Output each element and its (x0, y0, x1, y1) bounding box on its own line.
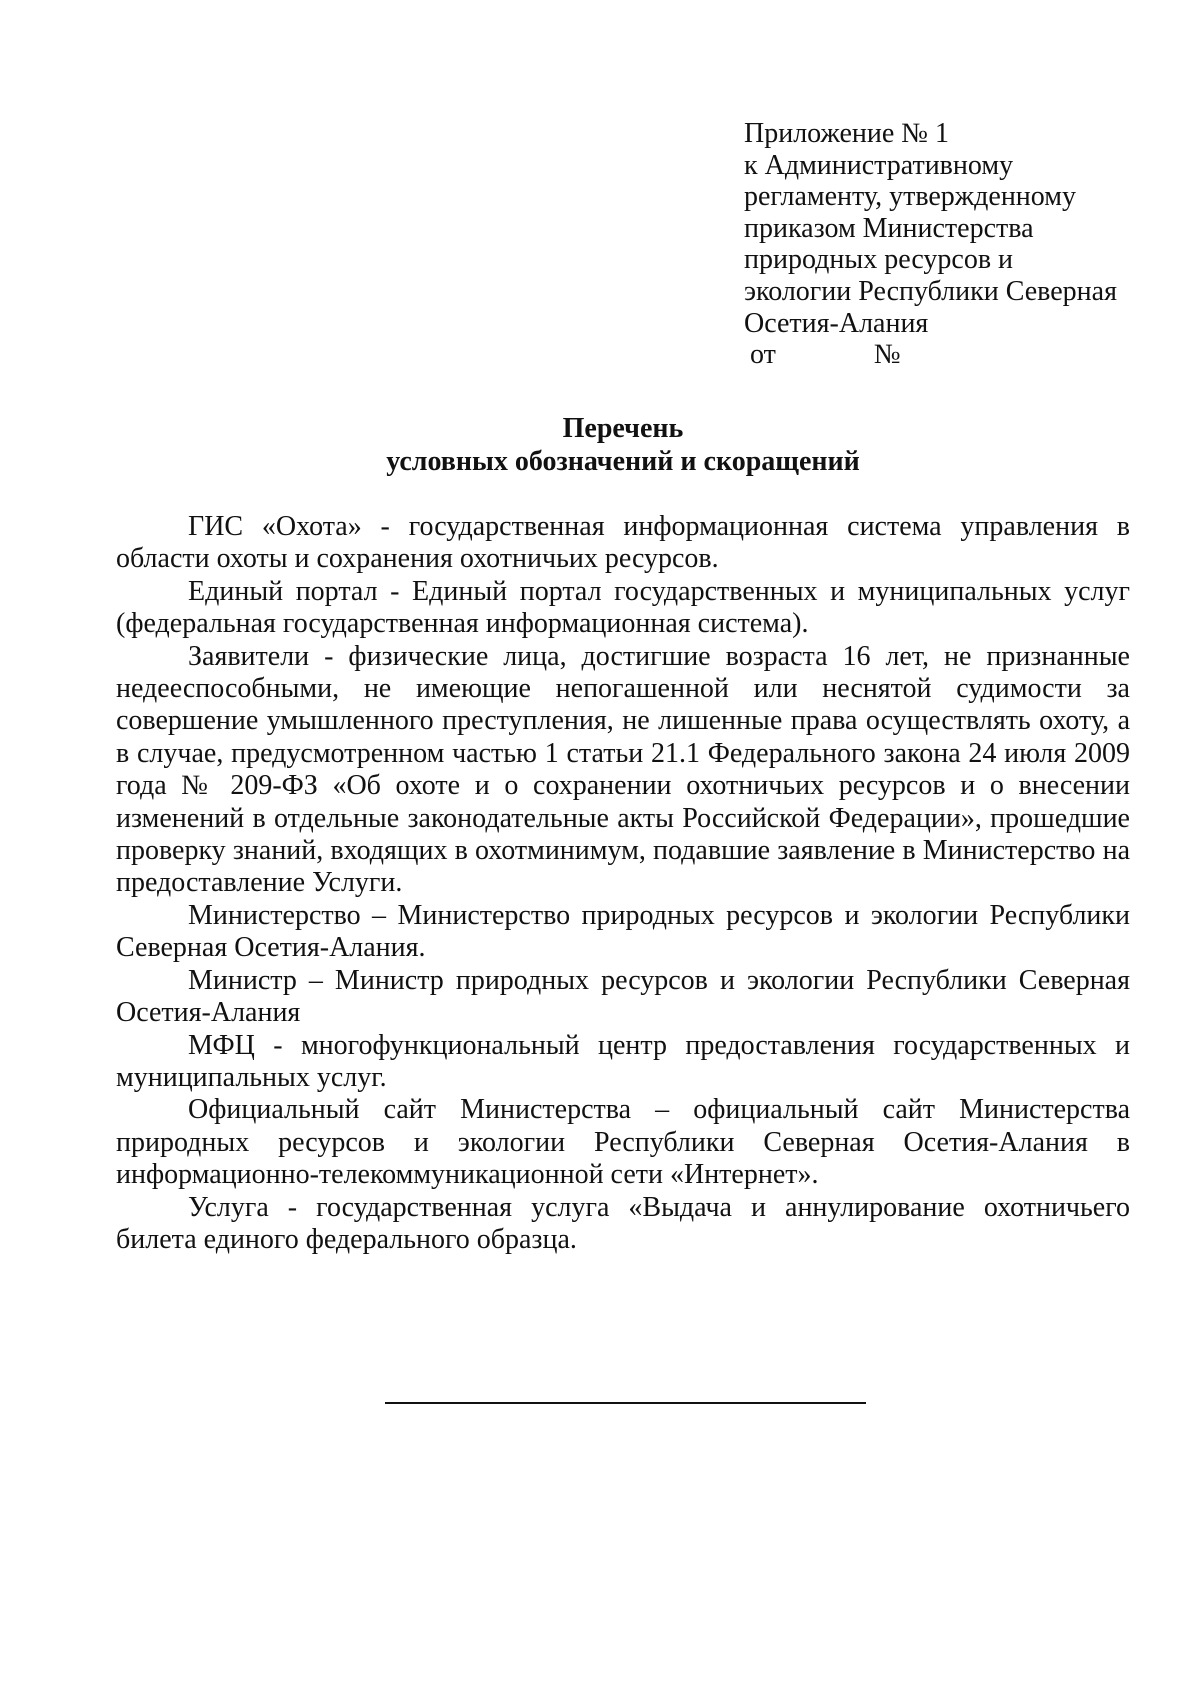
document-title: Перечень (562, 413, 684, 444)
appendix-date-number-line (744, 339, 1164, 371)
definition-paragraph: Официальный сайт Министерства – официальный сайт Министерства природных ресурсов и экологии Республики Северная Осетия-Алания в информационно-телекоммуникационной сети «Интернет». (116, 1094, 1130, 1191)
definition-paragraph: Министерство – Министерство природных ресурсов и экологии Республики Северная Осетия-Алания. (116, 899, 1130, 964)
definition-paragraph: Министр – Министр природных ресурсов и экологии Республики Северная Осетия-Алания (116, 964, 1130, 1029)
appendix-line: приказом Министерства (744, 212, 1034, 244)
definition-paragraph: ГИС «Охота» - государственная информационная система управления в области охоты и сохранения охотничьих ресурсов. (116, 511, 1130, 575)
appendix-line: экологии Республики Северная (744, 275, 1117, 307)
document-body (116, 511, 1130, 1256)
appendix-line: Осетия-Алания (744, 307, 929, 339)
document-subtitle: условных обозначений и скоращений (386, 446, 860, 477)
appendix-line: к Административному (744, 149, 1014, 181)
definition-paragraph: МФЦ - многофункциональный центр предоставления государственных и муниципальных услуг. (116, 1029, 1130, 1093)
appendix-line: Приложение № 1 (744, 118, 949, 149)
closing-divider (385, 1402, 866, 1404)
definition-paragraph: Услуга - государственная услуга «Выдача и аннулирование охотничьего билета единого федерального образца. (116, 1191, 1130, 1255)
appendix-header (744, 118, 1164, 371)
appendix-line: регламенту, утвержденному (744, 181, 1076, 213)
appendix-line: природных ресурсов и (744, 244, 1014, 276)
definition-paragraph: Единый портал - Единый портал государственных и муниципальных услуг (федеральная государственная информационная система). (116, 575, 1130, 640)
from-label: от (750, 339, 776, 371)
number-label: № (873, 339, 901, 371)
definition-paragraph: Заявители - физические лица, достигшие возраста 16 лет, не признанные недееспособными, не имеющие непогашенной или неснятой судимости за совершение умышленного преступления, не лишенные права осуществлять охоту, а в случае, предусмотренном частью 1 статьи 21.1 Федерального закона 24 июля 2009 года № 209-ФЗ «Об охоте и о сохранении охотничьих ресурсов и о внесении изменений в отдельные законодательные акты Российской Федерации», прошедшие проверку знаний, входящих в охотминимум, подавшие заявление в Министерство на предоставление Услуги. (116, 640, 1130, 899)
